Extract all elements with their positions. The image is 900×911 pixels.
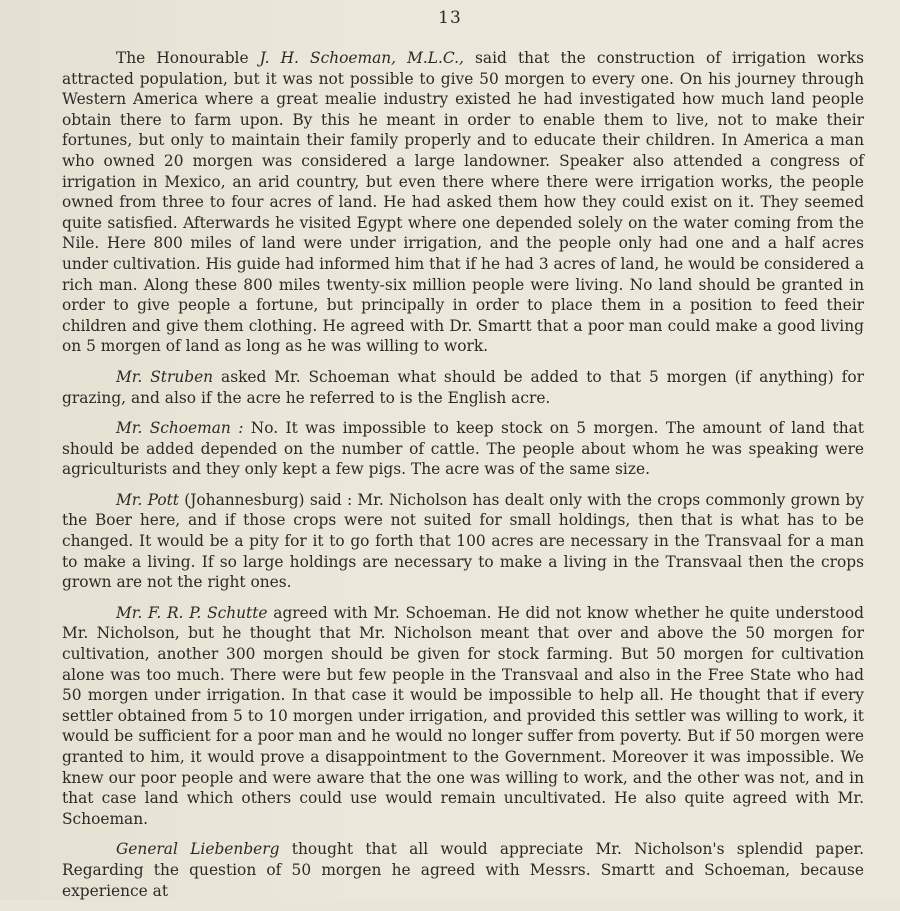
speaker-name: Mr. Schoeman : — [116, 419, 244, 438]
paragraph-schutte — [62, 603, 864, 830]
speaker-name: Mr. Pott — [116, 490, 179, 509]
paragraph-text: No. It was impossible to keep stock on 5 morgen. The amount of land that should be added depended on the number of cattle. The people about whom he was speaking were agriculturists and they only kept a few pigs. The acre was of the same size. — [62, 419, 864, 479]
speaker-name: J. H. Schoeman, M.L.C., — [259, 49, 464, 67]
paragraph-text: thought that all would appreciate Mr. Nicholson's splendid paper. Regarding the question of 50 morgen he agreed with Messrs. Smartt and Schoeman, because experience at — [62, 840, 864, 900]
page-number: 13 — [438, 8, 462, 28]
speaker-name: General Liebenberg — [116, 840, 280, 859]
speaker-name: Mr. Struben — [116, 367, 214, 386]
paragraph-text: agreed with Mr. Schoeman. He did not know whether he quite understood Mr. Nicholson, but he thought that Mr. Nicholson meant that over and above the 50 morgen for cultivation, another 300 morgen should be given for stock farming. But 50 morgen for cultivation alone was too much. There were but few people in the Transvaal and also in the Free State who had 50 morgen under irrigation. In that case it would be impossible to help all. He thought that if every settler obtained from 5 to 10 morgen under irrigation, and provided this settler was willing to work, it would be sufficient for a poor man and he would no longer suffer from poverty. But if 50 morgen were granted to him, it would prove a disappointment to the Government. Moreover it was impossible. We knew our poor people and were aware that the one was willing to work, and the other was not, and in that case land which others could use would remain uncultivated. He also quite agreed with Mr. Schoeman. — [62, 603, 864, 828]
paragraph-lead: The Honourable — [116, 49, 260, 67]
body-text — [62, 48, 864, 911]
speaker-name: Mr. F. R. P. Schutte — [116, 603, 268, 622]
paragraph-text: (Johannesburg) said : Mr. Nicholson has dealt only with the crops commonly grown by the Boer here, and if those crops were not suited for small holdings, then that is what has to be changed. It would be a pity for it to go forth that 100 acres are necessary in the Transvaal for a man to make a living. If so large holdings are necessary to make a living in the Transvaal then the crops grown are not the right ones. — [62, 490, 864, 592]
paragraph-liebenberg — [62, 839, 864, 901]
paragraph-struben — [62, 367, 864, 408]
paragraph-text: asked Mr. Schoeman what should be added to that 5 morgen (if anything) for grazing, and also if the acre he referred to is the English acre. — [62, 367, 864, 407]
paragraph-schoeman-reply — [62, 418, 864, 480]
paragraph-pott — [62, 490, 864, 593]
paragraph-schoeman — [62, 48, 864, 357]
paragraph-text: said that the construction of irrigation works attracted population, but it was not possible to give 50 morgen to every one. On his journey through Western America where a great mealie industry existed he had investigated how much land people obtain there to farm upon. By this he meant in order to enable them to live, not to make their fortunes, but only to maintain their family properly and to educate their children. In America a man who owned 20 morgen was considered a large landowner. Speaker also attended a congress of irrigation in Mexico, an arid country, but even there where there were irrigation works, the people owned from three to four acres of land. He had asked them how they could exist on it. They seemed quite satisfied. Afterwards he visited Egypt where one depended solely on the water coming from the Nile. Here 800 miles of land were under irrigation, and the people only had one and a half acres under cultivation. His guide had informed him that if he had 3 acres of land, he would be considered a rich man. Along these 800 miles twenty-six million people were living. No land should be granted in order to give people a fortune, but principally in order to place them in a position to feed their children and give them clothing. He agreed with Dr. Smartt that a poor man could make a good living on 5 morgen of land as long as he was willing to work. — [62, 49, 865, 356]
